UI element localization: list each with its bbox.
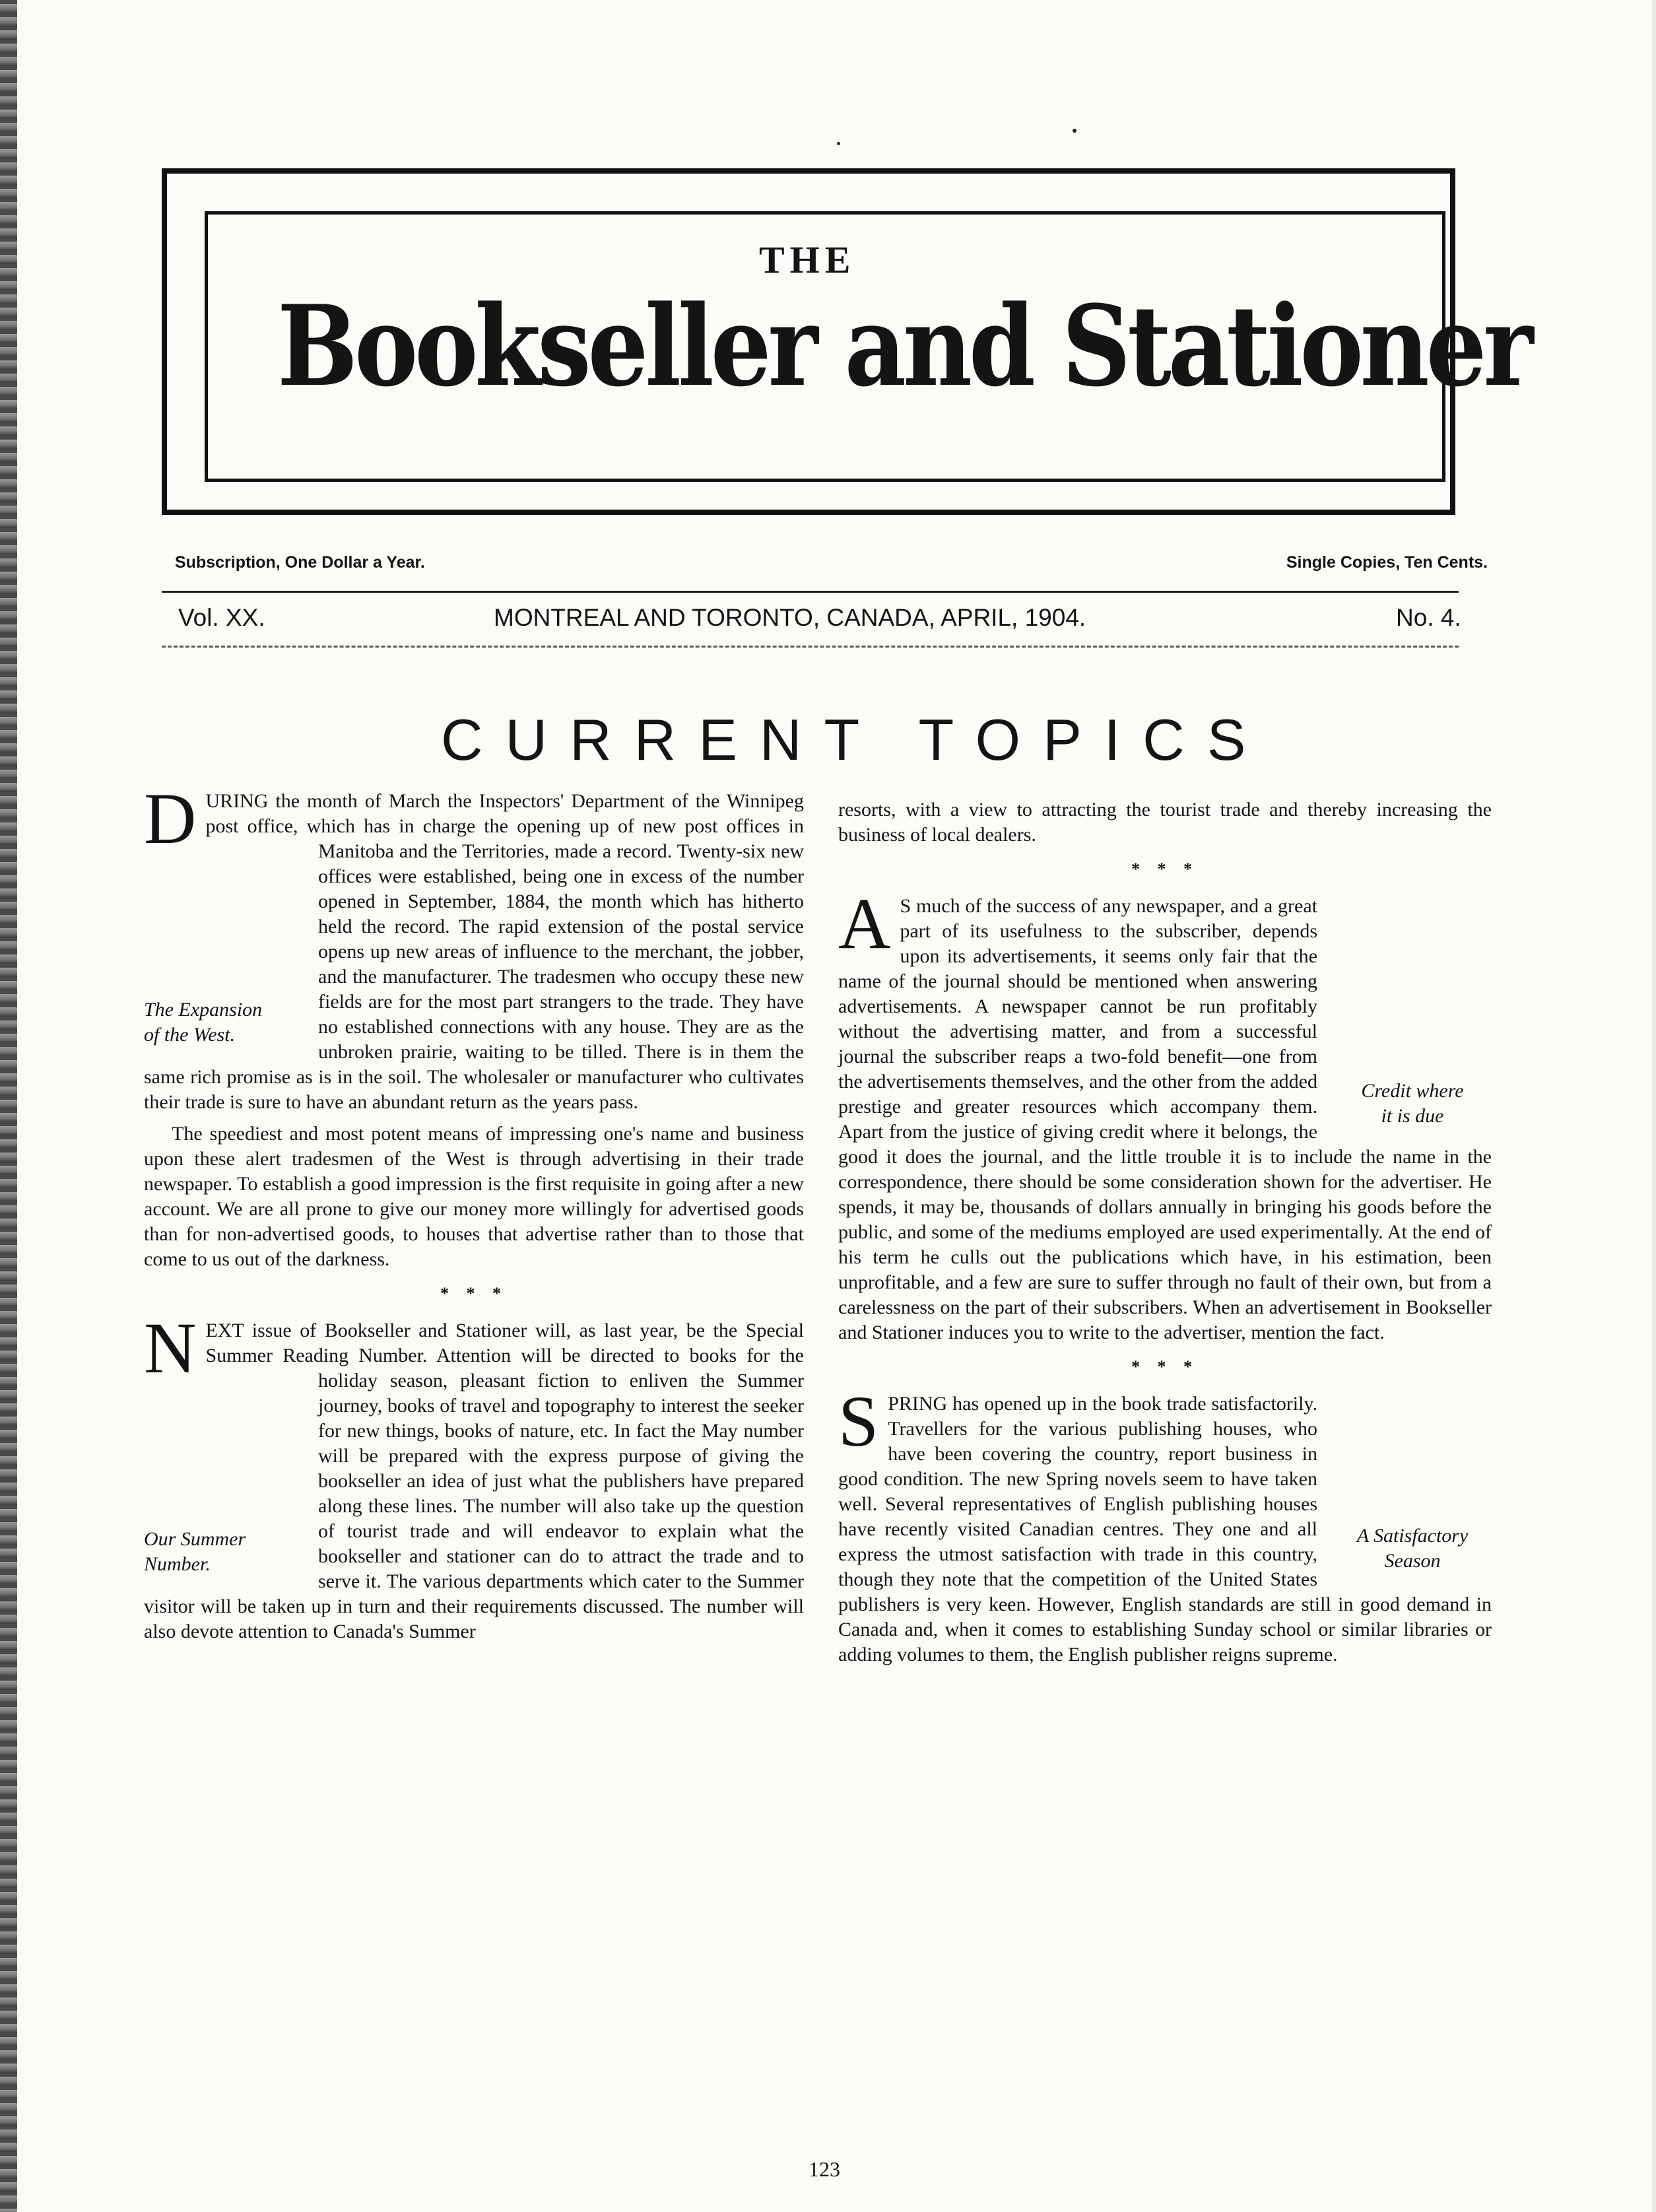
article-expansion-body: The speediest and most potent means of impressing one's name and business upon these alert tradesmen of the West is through advertising in their trade newspaper. To establish a good impression is the first requisite in going after a new account. We are all prone to give our money more willingly for advertised goods than for non-advertised goods, to houses that advertise rather than to those that come to us out of the darkness. <box>144 1123 804 1270</box>
issue-top-rule <box>162 591 1459 593</box>
article-summer-continued: resorts, with a view to attracting the tourist trade and thereby increasing the business of local dealers. <box>838 799 1492 846</box>
article-credit-text: S much of the success of any newspaper, and a great part of its usefulness to the subscriber, depends upon its advertisements, it seems only fair that the name of the journal should be mentioned when answering advertisements. A newspaper cannot be run profitably without the advertising matter, and from a successful journal the subscriber reaps a two-fold benefit—one from the advertisements themselves, and the other from the added prestige and greater resources which accompany them. Apart from the justice of giving credit where it belongs, the good it does the journal, and the little trouble it is to include the name in the correspondence, there should be some consideration shown for the advertiser. He spends, it may be, thousands of dollars annually in bringing his goods before the public, and some of the mediums employed are used experimentally. At the end of his term he culls out the publications which have, in his estimation, been unprofitable, and a few are sure to suffer through no fault of their own, but from a carelessness on the part of their subscribers. When an advertisement in Bookseller and Stationer induces you to write to the advertiser, mention the fact. <box>838 895 1492 1343</box>
issue-number: No. 4. <box>1396 604 1461 631</box>
issue-place-date: MONTREAL AND TORONTO, CANADA, APRIL, 1904. <box>494 604 1086 631</box>
page-edge-right <box>1652 0 1656 2212</box>
article-summer-lead <box>144 1308 804 1644</box>
print-speck <box>1073 129 1076 133</box>
page-edge-binding <box>0 0 17 2212</box>
section-separator: * * * <box>440 1284 508 1303</box>
issue-bottom-rule <box>162 646 1459 648</box>
print-speck <box>837 142 840 145</box>
article-spring-lead <box>838 1381 1492 1667</box>
dropcap-n: N <box>144 1308 197 1388</box>
sidenote-expansion: The Expansion of the West. <box>144 999 263 1046</box>
masthead-title: Bookseller and Stationer <box>277 281 1531 411</box>
sidenote-credit: Credit where it is due <box>1361 1080 1464 1127</box>
article-expansion-text: URING the month of March the Inspectors' Department of the Winnipeg post office, which has in charge the opening up of new post offices in Manitoba and the Territories, made a record. Twenty-six new offices were established, being one in excess of the number opened in September, 1884, the month which has hitherto held the record. The rapid extension of the postal service opens up new areas of influence to the merchant, the jobber, and the manufacturer. The tradesmen who occupy these new fields are for the most part strangers to the trade. They have no established connections with any house. They are as the unbroken prairie, waiting to be tilled. There is in them the same rich promise as is in the soil. The wholesaler or manufacturer who cultivates their trade is sure to have an abundant return as the years pass. <box>144 790 804 1113</box>
page-number: 123 <box>809 2157 840 2181</box>
dropcap-d: D <box>144 778 197 859</box>
article-spring-text: PRING has opened up in the book trade satisfactorily. Travellers for the various publishing houses, who have been covering the country, report business in good condition. The new Spring novels seem to have taken well. Several representatives of English publishing houses have recently visited Canadian centres. They one and all express the utmost satisfaction with trade in this country, though they note that the competition of the United States publishers is very keen. However, English standards are still in good demand in Canada and, when it comes to establishing Sunday school or similar libraries or adding volumes to them, the English publisher reigns supreme. <box>838 1393 1492 1665</box>
section-separator: * * * <box>1131 859 1199 879</box>
section-heading: CURRENT TOPICS <box>441 707 1269 772</box>
subscription-price: Subscription, One Dollar a Year. <box>175 553 425 572</box>
dropcap-s: S <box>838 1381 879 1461</box>
dropcap-a: A <box>838 883 891 964</box>
sidenote-spring: A Satisfactory Season <box>1356 1525 1469 1572</box>
left-column <box>144 778 804 1651</box>
single-copy-price: Single Copies, Ten Cents. <box>1286 553 1488 572</box>
article-expansion-lead <box>144 778 804 1115</box>
article-credit-lead <box>838 883 1492 1345</box>
right-column <box>838 797 1492 1674</box>
volume-number: Vol. XX. <box>178 604 265 631</box>
section-separator: * * * <box>1131 1357 1199 1376</box>
article-summer-text: EXT issue of Bookseller and Stationer will, as last year, be the Special Summer Reading Number. Attention will be directed to books for the holiday season, pleasant fiction to enliven the Summer journey, books of travel and topography to interest the seeker for new things, books of nature, etc. In fact the May number will be prepared with the express purpose of giving the bookseller an idea of just what the publishers have prepared along these lines. The number will also take up the question of tourist trade and will endeavor to explain what the bookseller and stationer can do to attract the trade and to serve it. The various departments which cater to the Summer visitor will be taken up in turn and their requirements discussed. The number will also devote attention to Canada's Summer <box>144 1320 804 1642</box>
sidenote-summer: Our Summer Number. <box>144 1528 246 1575</box>
masthead-the: THE <box>759 238 856 281</box>
